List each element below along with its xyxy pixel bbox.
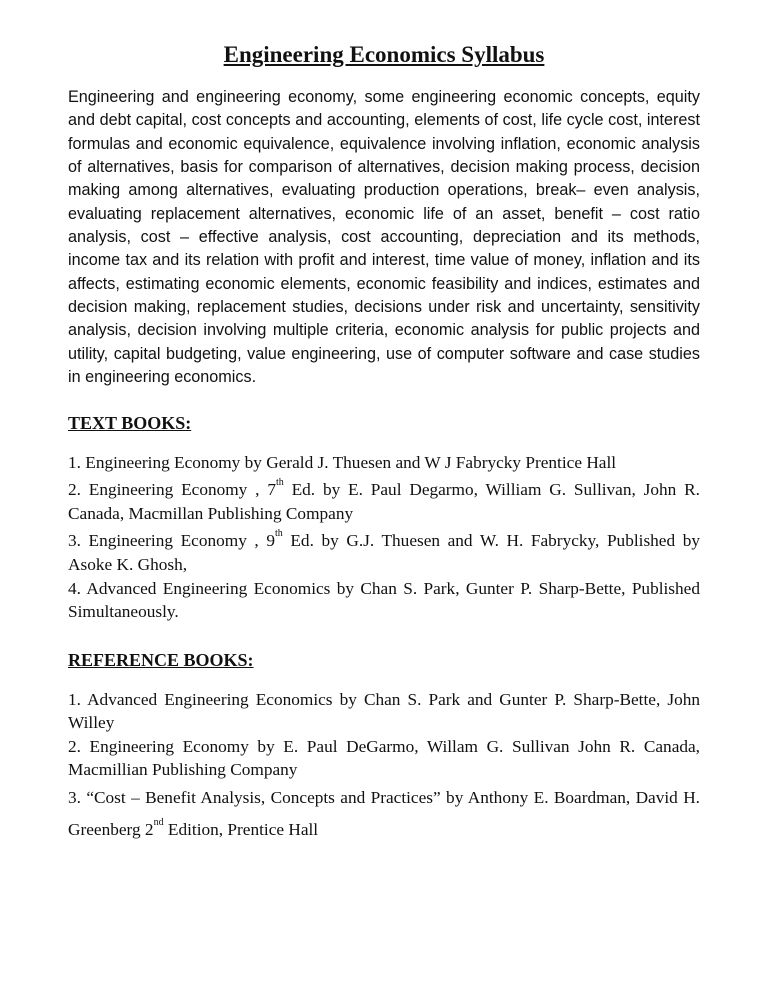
text-books-list (68, 451, 700, 624)
page-title: Engineering Economics Syllabus (223, 42, 545, 67)
syllabus-description: Engineering and engineering economy, some engineering economic concepts, equity and debt capital, cost concepts and accounting, elements of cost, life cycle cost, interest formulas and economic equivalence, equivalence involving inflation, economic analysis of alternatives, basis for comparison of alternatives, decision making process, decision making among alternatives, evaluating production operations, break– even analysis, evaluating replacement alternatives, economic life of an asset, benefit – cost ratio analysis, cost – effective analysis, cost accounting, depreciation and its methods, income tax and its relation with profit and interest, time value of money, inflation and its affects, estimating economic elements, economic feasibility and indices, estimates and decision making, replacement studies, decisions under risk and uncertainty, sensitivity analysis, decision involving multiple criteria, economic analysis for public projects and utility, capital budgeting, value engineering, use of computer software and case studies in engineering economics. (68, 88, 700, 387)
reference-books-list (68, 688, 700, 846)
list-item: 3. Engineering Economy , 9th Ed. by G.J. Thuesen and W. H. Fabrycky, Published by Asoke K. Ghosh, (68, 527, 700, 574)
document-page (68, 40, 700, 846)
list-item: 2. Engineering Economy , 7th Ed. by E. Paul Degarmo, William G. Sullivan, John R. Canada, Macmillan Publishing Company (68, 476, 700, 523)
list-item: 2. Engineering Economy by E. Paul DeGarmo, Willam G. Sullivan John R. Canada, Macmillian Publishing Company (68, 736, 700, 780)
list-item: 3. “Cost – Benefit Analysis, Concepts and Practices” by Anthony E. Boardman, David H. Greenberg 2nd Edition, Prentice Hall (68, 787, 700, 839)
reference-books-heading: REFERENCE BOOKS: (68, 649, 254, 670)
list-item: 1. Engineering Economy by Gerald J. Thuesen and W J Fabrycky Prentice Hall (68, 453, 617, 473)
text-books-heading: TEXT BOOKS: (68, 413, 192, 434)
list-item: 1. Advanced Engineering Economics by Chan S. Park and Gunter P. Sharp-Bette, John Willey (68, 689, 700, 733)
list-item: 4. Advanced Engineering Economics by Chan S. Park, Gunter P. Sharp-Bette, Published Simultaneously. (68, 578, 700, 622)
